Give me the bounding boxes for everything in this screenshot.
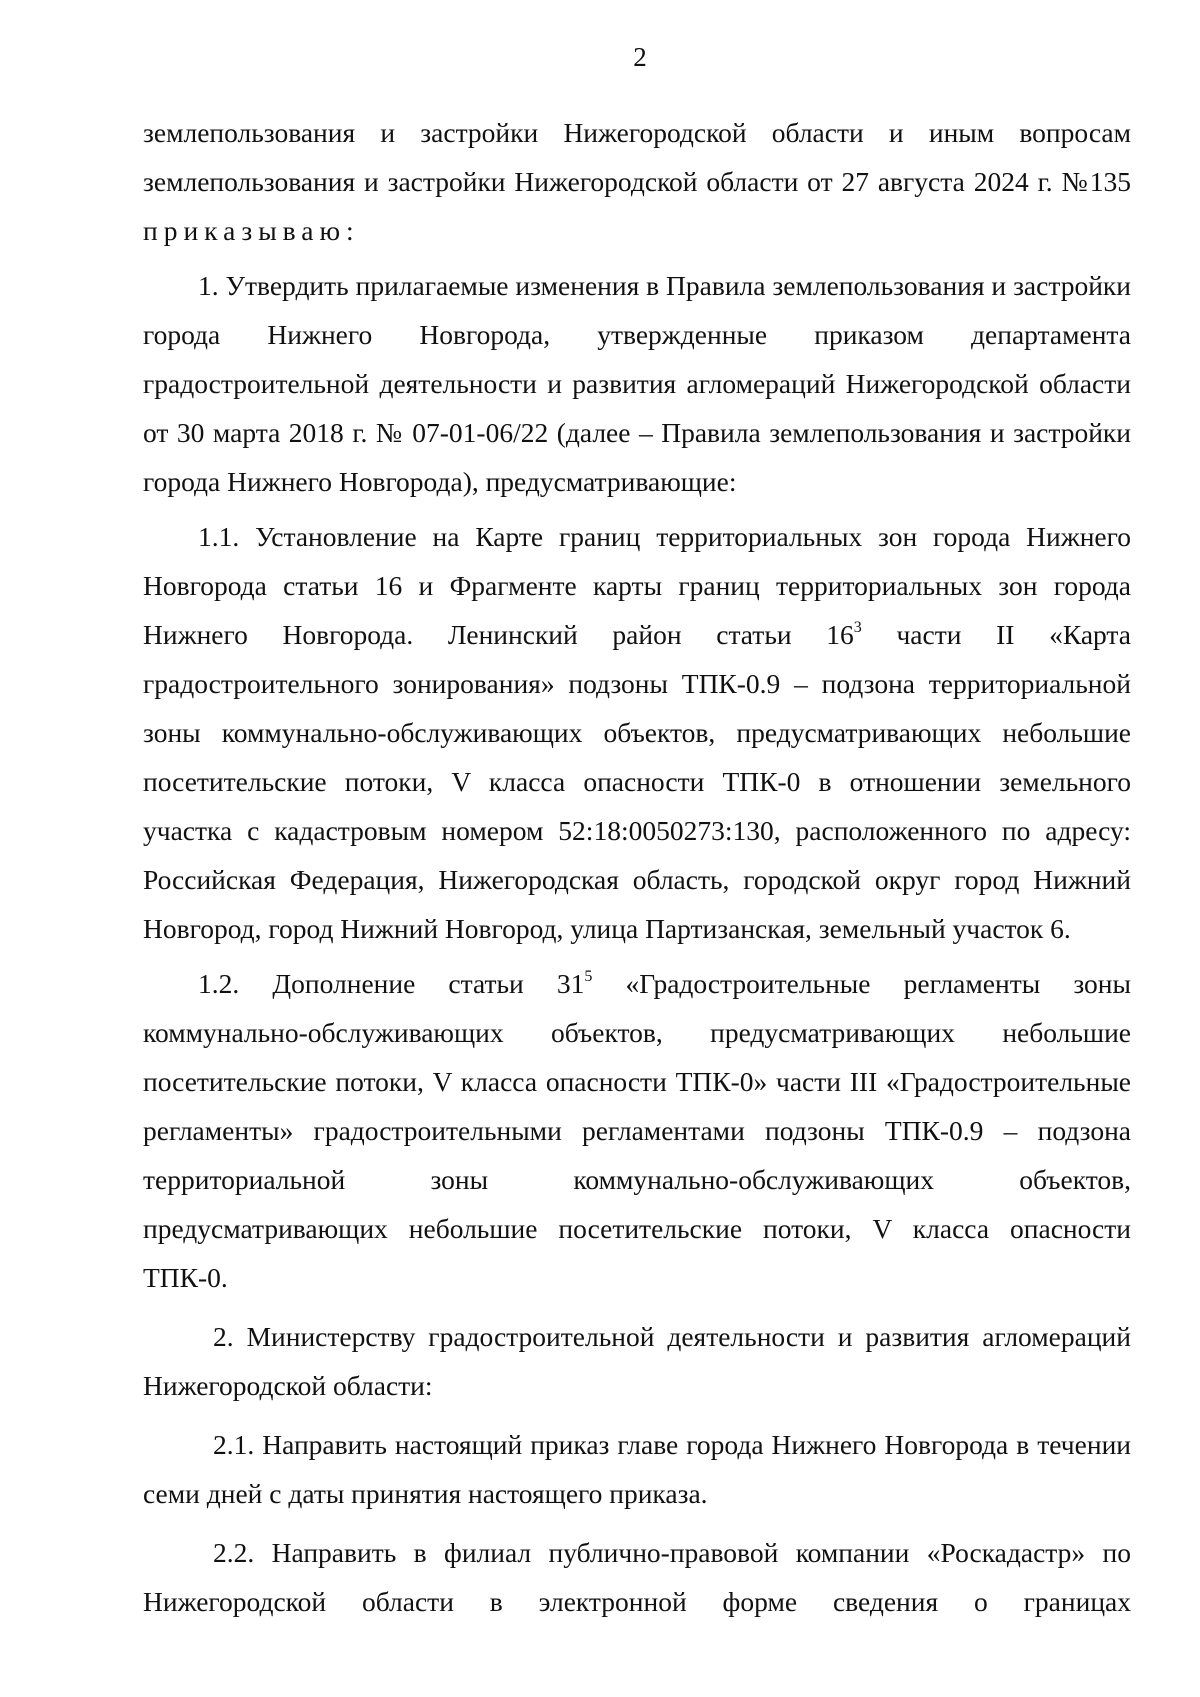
paragraph-1-1-text-a: 1.1. Установление на Карте границ территориальных зон города Нижнего Новгорода статьи 16 и Фрагменте карты границ территориальных зон города Нижнего Новгорода. Ленинский район статьи 16 [143, 521, 1131, 650]
paragraph-1-1-text-b: части II «Карта градостроительного зонирования» подзоны ТПК-0.9 – подзона территориальной зоны коммунально-обслуживающих объектов, предусматривающих небольшие посетительские потоки, V класса опасности ТПК-0 в отношении земельного участка с кадастровым номером 52:18:0050273:130, расположенного по адресу: Российская Федерация, Нижегородская область, городской округ город Нижний Новгород, город Нижний Новгород, улица Партизанская, земельный участок 6. [143, 619, 1131, 944]
page-number: 2 [633, 42, 647, 72]
paragraph-1-2 [143, 959, 1131, 1302]
document-body [143, 108, 1131, 1626]
paragraph-1: 1. Утвердить прилагаемые изменения в Правила землепользования и застройки города Нижнего Новгорода, утвержденные приказом департамента градостроительной деятельности и развития агломераций Нижегородской области от 30 марта 2018 г. № 07-01-06/22 (далее – Правила землепользования и застройки города Нижнего Новгорода), предусматривающие: [143, 270, 1131, 497]
paragraph-2-2: 2.2. Направить в филиал публично-правовой компании «Роскадастр» по Нижегородской области в электронной форме сведения о границах [143, 1537, 1131, 1617]
paragraph-1-2-text-b: «Градостроительные регламенты зоны коммунально-обслуживающих объектов, предусматривающих небольшие посетительские потоки, V класса опасности ТПК-0» части III «Градостроительные регламенты» градостроительными регламентами подзоны ТПК-0.9 – подзона территориальной зоны коммунально-обслуживающих объектов, предусматривающих небольшие посетительские потоки, V класса опасности ТПК-0. [143, 968, 1131, 1293]
paragraph-2: 2. Министерству градостроительной деятельности и развития агломераций Нижегородской области: [143, 1321, 1131, 1401]
paragraph-1-1 [143, 512, 1131, 953]
paragraph-intro: землепользования и застройки Нижегородской области и иным вопросам землепользования и застройки Нижегородской области от 27 августа 2024 г. №135 [143, 117, 1131, 197]
paragraph-1-2-superscript: 5 [584, 968, 593, 985]
paragraph-2-1: 2.1. Направить настоящий приказ главе города Нижнего Новгорода в течении семи дней с даты принятия настоящего приказа. [143, 1429, 1131, 1509]
paragraph-order: приказываю: [143, 215, 360, 246]
paragraph-1-1-superscript: 3 [853, 619, 862, 636]
paragraph-1-2-text-a: 1.2. Дополнение статьи 31 [198, 968, 585, 999]
